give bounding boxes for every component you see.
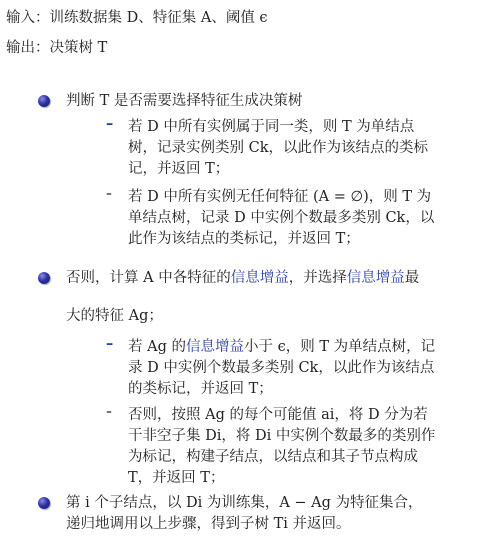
b1-sub1-line-2: 树，记录实例类别 Ck，以此作为该结点的类标 bbox=[128, 140, 428, 156]
input-label: 输入： bbox=[6, 10, 50, 26]
b1-sub1-line-3: 记，并返回 T； bbox=[128, 161, 230, 177]
b1-sub1-line-1: 若 D 中所有实例属于同一类，则 T 为单结点 bbox=[128, 119, 415, 135]
output-label: 输出： bbox=[6, 40, 50, 56]
b2-sub1-line-2: 录 D 中实例个数最多类别 Ck，以此作为该结点 bbox=[128, 360, 435, 376]
b2-sub1-line-1: 若 Ag 的信息增益小于 ϵ，则 T 为单结点树，记 bbox=[128, 339, 436, 355]
bullet-2-line-1: 否则，计算 A 中各特征的信息增益，并选择信息增益最 bbox=[66, 270, 420, 286]
dash-marker: – bbox=[106, 116, 114, 132]
b2-sub2-line-4: T，并返回 T； bbox=[128, 470, 225, 486]
output-line bbox=[6, 38, 107, 58]
b1-sub2-line-3: 此作为该结点的类标记，并返回 T； bbox=[128, 231, 360, 247]
b2-sub2-line-2: 干非空子集 Di，将 Di 中实例个数最多的类别作 bbox=[128, 428, 436, 444]
dash-marker: - bbox=[106, 186, 113, 202]
bullet-3-line-1: 第 i 个子结点，以 Di 为训练集，A − Ag 为特征集合， bbox=[66, 495, 423, 511]
b1-sub2-line-1: 若 D 中所有实例无任何特征 (A = ∅)，则 T 为 bbox=[128, 189, 432, 205]
bullet-2-line-2: 大的特征 Ag； bbox=[66, 308, 163, 324]
output-text: 决策树 T bbox=[49, 40, 108, 56]
highlight-term: 信息增益 bbox=[230, 270, 289, 286]
b2-sub1-line-3: 的类标记，并返回 T； bbox=[128, 381, 273, 397]
bullet-icon bbox=[38, 272, 50, 284]
input-line bbox=[6, 8, 268, 28]
dash-marker: – bbox=[106, 336, 114, 352]
bullet-1-line-1: 判断 T 是否需要选择特征生成决策树 bbox=[66, 93, 303, 109]
b2-sub2-line-1: 否则，按照 Ag 的每个可能值 ai，将 D 分为若 bbox=[128, 407, 428, 423]
highlight-term: 信息增益 bbox=[185, 339, 244, 355]
bullet-icon bbox=[38, 95, 50, 107]
input-text: 训练数据集 D、特征集 A、阈值 ϵ bbox=[49, 10, 268, 26]
dash-marker: - bbox=[106, 404, 113, 420]
highlight-term: 信息增益 bbox=[346, 270, 405, 286]
b1-sub2-line-2: 单结点树，记录 D 中实例个数最多类别 Ck，以 bbox=[128, 210, 435, 226]
bullet-icon bbox=[38, 497, 50, 509]
b2-sub2-line-3: 为标记，构建子结点，以结点和其子节点构成 bbox=[128, 449, 418, 465]
bullet-3-line-2: 递归地调用以上步骤，得到子树 Ti 并返回。 bbox=[66, 516, 351, 532]
